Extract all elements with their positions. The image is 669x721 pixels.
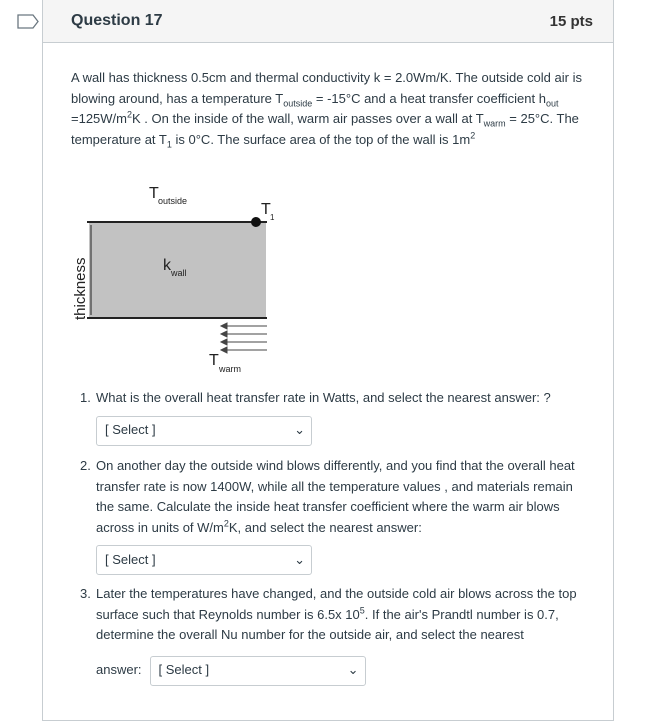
svg-text:T: T — [209, 352, 219, 369]
answer-select-2[interactable]: [ Select ] ⌄ — [96, 545, 312, 575]
wall-diagram — [71, 180, 301, 380]
svg-text:T: T — [261, 201, 271, 218]
chevron-down-icon: ⌄ — [294, 551, 305, 567]
part-2: 2. On another day the outside wind blows differently, and you find that the overall heat transfer rate is now 1400W, while all the temperature values , and materials remain the same. Calculate the inside heat transfer coefficient where the warm air blows across in units of $W/m^2K$, and select the nearest answer: [ Select ] ⌄ — [80, 456, 590, 575]
answer-select-1[interactable]: [ Select ] ⌄ — [96, 416, 312, 446]
svg-text:k: k — [163, 257, 171, 274]
svg-text:outside: outside — [158, 196, 188, 206]
chevron-down-icon: ⌄ — [347, 662, 359, 678]
question-points: 15 pts — [549, 12, 593, 30]
part-1: 1. What is the overall heat transfer rate in Watts, and select the nearest answer: ? [ Select ] ⌄ — [80, 388, 590, 446]
answer-select-3[interactable]: [ Select ] ⌄ — [150, 656, 366, 686]
chevron-down-icon: ⌄ — [294, 422, 305, 438]
svg-text:warm: warm — [219, 364, 241, 374]
airflow-arrows — [221, 323, 267, 353]
part-3: 3. Later the temperatures have changed, and the outside cold air blows across the top surface such that Reynolds number is 6.5x $10^5$. If the air's Prandtl number is 0.7, determine the overall Nu number for the outside air, and select the nearest answer: [ Select ] ⌄ — [80, 584, 590, 686]
svg-text:thickness: thickness — [72, 257, 89, 320]
svg-text:T: T — [149, 185, 159, 202]
flag-question-icon[interactable] — [17, 14, 39, 29]
t1-point — [251, 217, 261, 227]
answer-label: answer: — [96, 662, 142, 678]
question-title: Question 17 — [71, 12, 163, 29]
svg-text:wall: wall — [171, 268, 187, 278]
question-header — [43, 0, 613, 43]
svg-text:1: 1 — [270, 213, 275, 222]
question-text: A wall has thickness 0.5cm and thermal conductivity k = 2.0Wm/K. The outside cold air is blowing around, has a temperature $T_{outside} = -15^\circ C$ and a heat transfer coefficient $h_{out} =125W/m^2K$ . On the inside of the wall, warm air passes over a wall at $T_{warm} = 25^\circ C$. The temperature at $T_1$ is 0°C. The surface area of the top of the wall is $1m^2$ — [71, 70, 582, 150]
